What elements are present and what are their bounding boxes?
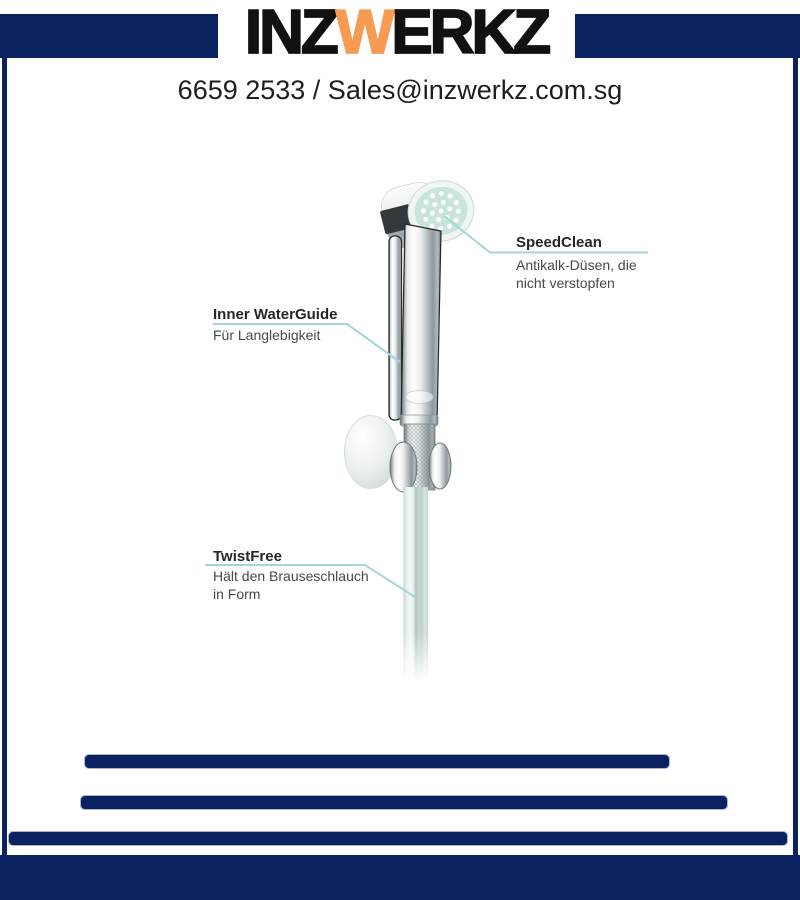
annotation-speedclean: [516, 233, 637, 292]
divider-bar-2: [80, 795, 728, 810]
grohe-badge: [406, 391, 434, 404]
annotation-twistfree-line1: Hält den Brauseschlauch: [213, 568, 369, 584]
brand-logo-part1: INZ: [244, 0, 336, 67]
annotation-inner-waterguide-body: [213, 327, 337, 345]
wall-holder: [345, 416, 398, 489]
contact-line: 6659 2533 / Sales@inzwerkz.com.sg: [177, 75, 623, 105]
divider-bar-3: [8, 831, 788, 846]
divider-bar-1: [84, 754, 670, 769]
annotation-twistfree-line2: in Form: [213, 585, 261, 602]
footer-navy-band: [0, 855, 800, 900]
annotation-inner-waterguide-title: Inner WaterGuide: [213, 306, 338, 323]
annotation-twistfree-title: TwistFree: [213, 548, 282, 565]
annotation-twistfree: [213, 547, 369, 603]
annotation-inner-waterguide-line1: Für Langlebigkeit: [213, 327, 321, 343]
shower-hose: [398, 487, 434, 700]
brand-logo-part2: ERKZ: [391, 0, 549, 67]
trigger-lever: [389, 236, 402, 420]
brand-logo-highlight: W: [335, 0, 392, 67]
annotation-twistfree-body: [213, 568, 369, 603]
annotation-speedclean-body: [516, 257, 637, 292]
annotation-speedclean-line2: nicht verstopfen: [516, 274, 615, 291]
annotation-speedclean-title: SpeedClean: [516, 234, 602, 251]
annotation-speedclean-line1: Antikalk-Düsen, die: [516, 257, 637, 273]
annotation-inner-waterguide: [213, 305, 337, 345]
handle: [400, 224, 441, 426]
